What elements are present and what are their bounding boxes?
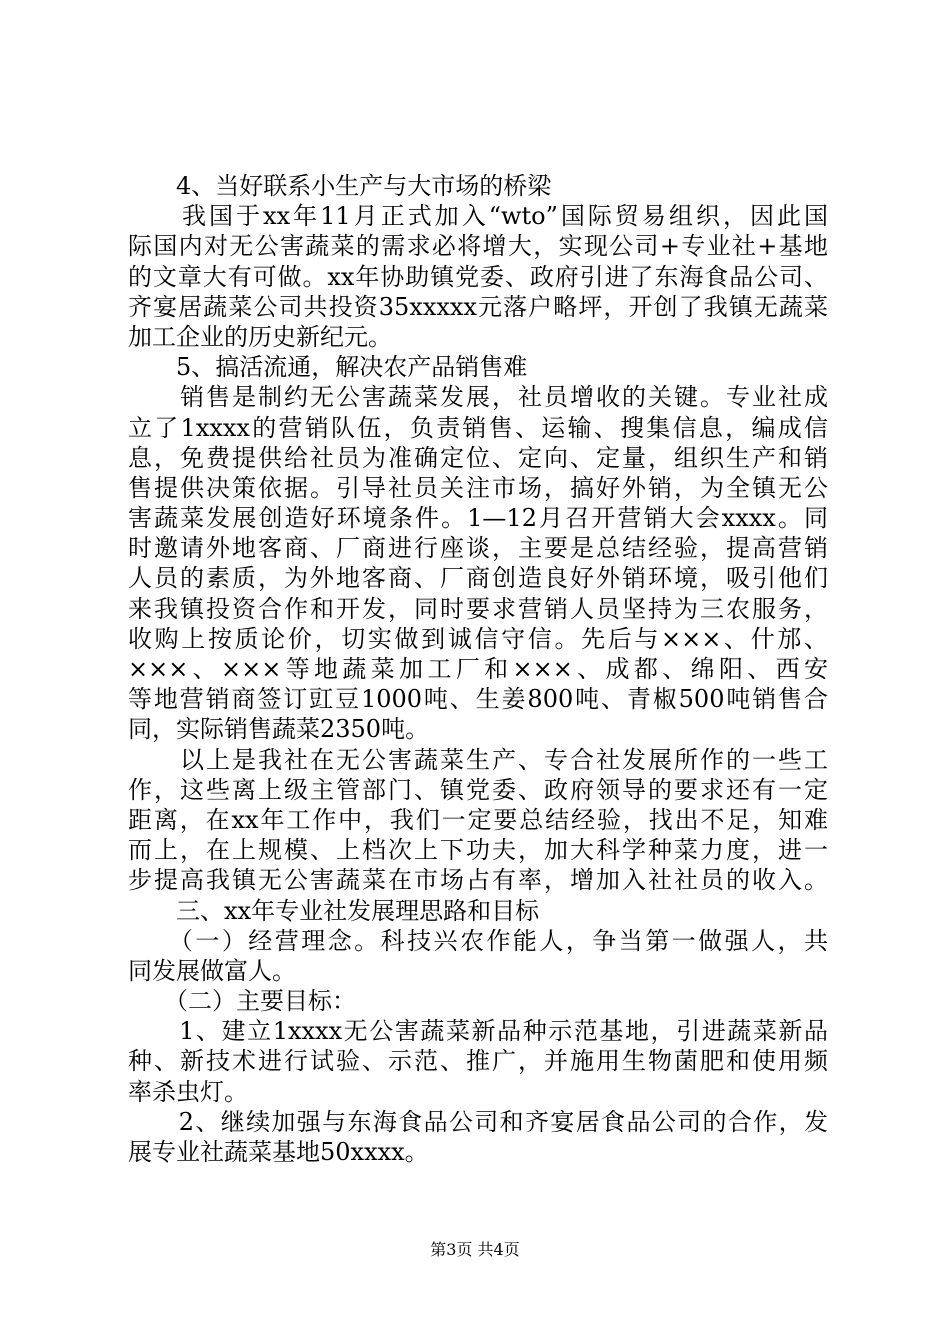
text-line: 4、当好联系小生产与大市场的桥梁 [128,172,552,200]
text-line: ×××、×××等地蔬菜加工厂和×××、成都、绵阳、西安 [128,655,828,683]
text-line: 立了1xxxx的营销队伍，负责销售、运输、搜集信息，编成信 [128,413,828,442]
text-line: 三、xx年专业社发展理思路和目标 [128,896,540,925]
text-line: 息，免费提供给社员为准确定位、定向、定量，组织生产和销 [128,443,828,472]
document-body [128,171,828,1167]
text-line: 我国于xx年11月正式加入“wto”国际贸易组织，因此国 [128,202,828,231]
text-line: 收购上按质论价，切实做到诚信守信。先后与×××、什邡、 [128,624,828,653]
text-line: 售提供决策依据。引导社员关注市场，搞好外销，为全镇无公 [128,473,828,502]
text-line: （二）主要目标： [128,987,356,1016]
text-line: 作，这些离上级主管部门、镇党委、政府领导的要求还有一定 [128,775,828,804]
text-line: 害蔬菜发展创造好环境条件。1—12月召开营销大会xxxx。同 [128,504,828,533]
text-line: 销售是制约无公害蔬菜发展，社员增收的关键。专业社成 [128,383,828,412]
text-line: 2、继续加强与东海食品公司和齐宴居食品公司的合作，发 [128,1107,828,1136]
text-line: 种、新技术进行试验、示范、推广，并施用生物菌肥和使用频 [128,1047,828,1076]
text-line: 人员的素质，为外地客商、厂商创造良好外销环境，吸引他们 [128,564,828,593]
text-line: （一）经营理念。科技兴农作能人，争当第一做强人，共 [128,926,828,955]
text-line: 而上，在上规模、上档次上下功夫，加大科学种菜力度，进一 [128,836,828,865]
text-line: 以上是我社在无公害蔬菜生产、专合社发展所作的一些工 [128,745,828,774]
text-line: 来我镇投资合作和开发，同时要求营销人员坚持为三农服务， [128,594,828,623]
text-line: 距离，在xx年工作中，我们一定要总结经验，找出不足，知难 [128,805,828,834]
text-line: 展专业社蔬菜基地50xxxx。 [128,1138,429,1166]
text-line: 加工企业的历史新纪元。 [128,322,392,351]
text-line: 时邀请外地客商、厂商进行座谈，主要是总结经验，提高营销 [128,534,828,563]
text-line: 同发展做富人。 [128,956,296,985]
text-line: 1、建立1xxxx无公害蔬菜新品种示范基地，引进蔬菜新品 [128,1017,828,1046]
text-line: 的文章大有可做。xx年协助镇党委、政府引进了东海食品公司、 [128,262,828,291]
text-line: 步提高我镇无公害蔬菜在市场占有率，增加入社社员的收入。 [128,866,828,895]
text-line: 等地营销商签订豇豆1000吨、生姜800吨、青椒500吨销售合 [128,685,828,714]
page-footer: 第3页 共4页 [430,1240,520,1259]
text-line: 5、搞活流通，解决农产品销售难 [128,353,528,382]
text-line: 际国内对无公害蔬菜的需求必将增大，实现公司+专业社+基地 [128,232,828,261]
text-line: 齐宴居蔬菜公司共投资35xxxxx元落户略坪，开创了我镇无蔬菜 [128,292,828,321]
text-line: 率杀虫灯。 [128,1077,248,1106]
text-line: 同，实际销售蔬菜2350吨。 [128,715,430,744]
